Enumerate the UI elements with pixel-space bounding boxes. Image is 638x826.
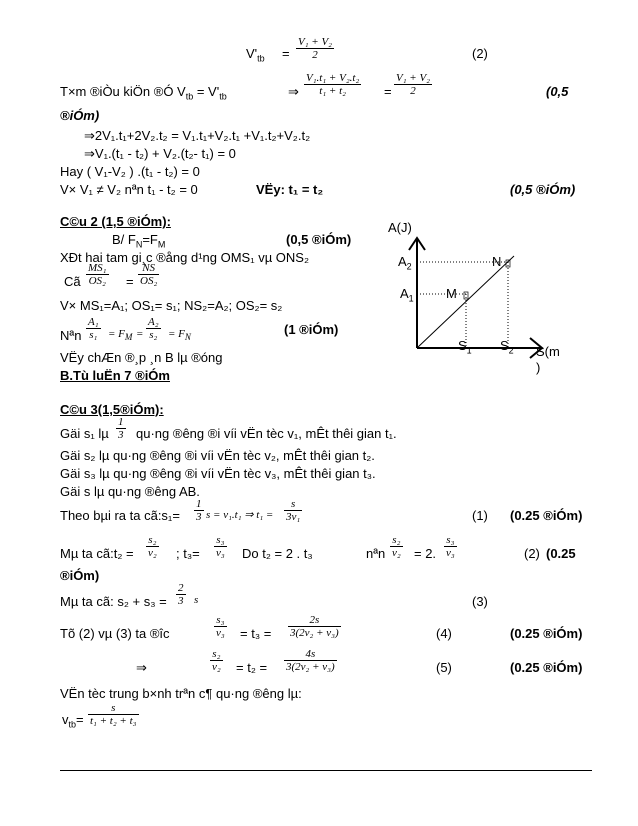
answer-conclusion: VËy chÆn ®¸p ¸n B lµ ®óng [60, 350, 223, 365]
condition-text: T×m ®iÒu kiÖn ®Ó $V_{tb} = V'_{tb}$ [60, 84, 227, 102]
fraction-s3-v3: s₃ v₃ [216, 614, 225, 639]
vtb-label: $v_{tb}=$ [62, 712, 84, 730]
derivation-step-4: V× V₁ ≠ V₂ nªn t₁ - t₂ = 0 [60, 182, 198, 197]
equation-number: (3) [472, 594, 488, 609]
fraction-s2-v2: s₂ v₂ [148, 534, 157, 559]
t2-text: Mµ ta cã:t₂ = [60, 546, 134, 561]
force-fn: = $F_N$ [168, 328, 191, 343]
fraction-weighted-average: V₁.t₁ + V₂.t₂ t₁ + t₂ [306, 72, 360, 97]
equals-sign: = [126, 274, 134, 289]
points-label-cont: ®iÓm) [60, 568, 100, 583]
t3-equals: = t₃ = [240, 626, 272, 641]
points-label: (0.25 ®iÓm) [510, 508, 583, 523]
equals-sign: = [282, 46, 290, 61]
equals-sign: = [384, 84, 392, 99]
graph-s1-label: $S_1$ [458, 338, 472, 356]
graph-y-label: A(J) [388, 220, 412, 235]
vtb-prime-label: $V'_{tb}$ [246, 46, 265, 64]
fraction-one-third: 1 3 [196, 498, 202, 523]
answer-b-text: B/ $F_N=F_M$ [112, 232, 166, 250]
question-2-heading: C©u 2 (1,5 ®iÓm): [60, 214, 171, 229]
graph-x-label-cont: ) [536, 360, 541, 375]
fraction-two-thirds: 2 3 [178, 582, 184, 607]
average-velocity-text: VËn tèc trung b×nh trªn c¶ qu·ng ®êng lµ: [60, 686, 302, 701]
graph-m-label: M [446, 286, 457, 301]
equation-number: (1) [472, 508, 488, 523]
equation-number: (2) [524, 546, 540, 561]
points-label: (0,5 [546, 84, 569, 99]
fraction-t3-result: 2s 3(2v₂ + v₃) [290, 614, 339, 639]
points-label: (0.25 [546, 546, 576, 561]
therefore-label: Nªn [60, 328, 82, 343]
x-axis [417, 338, 542, 358]
derivation-step-3: Hay ( V₁-V₂ ) .(t₁ - t₂) = 0 [60, 164, 200, 179]
points-label: (0.25 ®iÓm) [510, 660, 583, 675]
section-b-heading: B.Tù luËn 7 ®iÓm [60, 368, 170, 383]
define-s: Gäi s lµ qu·ng ®êng AB. [60, 484, 200, 499]
fraction-s-over-3v1: s 3v₁ [286, 498, 301, 523]
points-label: (0,5 ®iÓm) [286, 232, 352, 247]
fraction-t2-result: 4s 3(2v₂ + v₃) [286, 648, 335, 673]
fraction-v1v2-over-2: V₁ + V₂ 2 [298, 36, 333, 61]
t3-text: ; t₃= [176, 546, 200, 561]
sum-s2-s3-text: Mµ ta cã: s₂ + s₃ = [60, 594, 167, 609]
variable-s: s [194, 594, 199, 606]
conclusion-text: VËy: t₁ = t₂ [256, 182, 324, 197]
t1-derivation: s = v₁.t₁ ⇒ t₁ = [206, 509, 274, 521]
fraction-ms1-os2: MS₁ OS₂ [88, 262, 107, 287]
footer-rule [60, 770, 592, 771]
fraction-ns-os2: NS OS₂ [140, 262, 158, 287]
substitution-text: V× MS₁=A₁; OS₁= s₁; NS₂=A₂; OS₂= s₂ [60, 298, 283, 313]
implies-arrow: ⇒ [136, 660, 147, 675]
graph-s2-label: $S_2$ [500, 338, 514, 356]
given-text: Theo bµi ra ta cã:s₁= [60, 508, 180, 523]
force-fm: = $F_M$ [108, 328, 133, 343]
t2-equals: = t₂ = [236, 660, 268, 675]
similar-triangles-text: XÐt hai tam gi¸c ®ång d¹ng OMS₁ vµ ONS₂ [60, 250, 310, 265]
have-label: Cã [64, 274, 81, 289]
graph-n-label: N [492, 254, 502, 269]
from-2-and-3-text: Tõ (2) vµ (3) ta ®îc [60, 626, 170, 641]
points-label: (1 ®iÓm) [284, 322, 339, 337]
points-label: (0,5 ®iÓm) [510, 182, 576, 197]
fraction-a1-s1: A₁ s₁ [88, 316, 99, 341]
define-s3: Gäi s₃ lµ qu·ng ®êng ®i víi vËn tèc v₃, mÊt thêi gian t₃. [60, 466, 376, 481]
times-two: = 2. [414, 546, 437, 561]
derivation-step-2: ⇒V₁.(t₁ - t₂) + V₂.(t₂- t₁) = 0 [84, 146, 236, 161]
therefore-label: nªn [366, 546, 386, 561]
fraction-s2-v2: s₂ v₂ [392, 534, 401, 559]
equation-number: (2) [472, 46, 488, 61]
points-label-cont: ®iÓm) [60, 108, 100, 123]
fraction-a2-s2: A₂ s₂ [148, 316, 159, 341]
fraction-v1v2-over-2: V₁ + V₂ 2 [396, 72, 431, 97]
relation-text: Do t₂ = 2 . t₃ [242, 546, 313, 561]
implies-arrow: ⇒ [288, 84, 299, 99]
graph-a1-label: $A_1$ [400, 286, 414, 304]
graph-a2-label: $A_2$ [398, 254, 412, 272]
fraction-average-velocity: s t₁ + t₂ + t₃ [90, 702, 137, 727]
linear-graph-line [417, 256, 514, 348]
define-s1-b: qu·ng ®êng ®i víi vËn tèc v₁, mÊt thêi gian t₁. [136, 426, 397, 441]
define-s1-a: Gäi s₁ lµ [60, 426, 109, 441]
equals-sign: = [136, 328, 144, 340]
fraction-s2-v2: s₂ v₂ [212, 648, 221, 673]
question-3-heading: C©u 3(1,5®iÓm): [60, 402, 164, 417]
graph-x-label: S(m [536, 344, 560, 359]
derivation-step-1: ⇒2V₁.t₁+2V₂.t₂ = V₁.t₁+V₂.t₁ +V₁.t₂+V₂.t₂ [84, 128, 311, 143]
fraction-s3-v3: s₃ v₃ [216, 534, 225, 559]
define-s2: Gäi s₂ lµ qu·ng ®êng ®i víi vËn tèc v₂, mÊt thêi gian t₂. [60, 448, 375, 463]
fraction-s3-v3: s₃ v₃ [446, 534, 455, 559]
equation-number: (5) [436, 660, 452, 675]
equation-number: (4) [436, 626, 452, 641]
fraction-one-third: 1 3 [118, 416, 124, 441]
points-label: (0.25 ®iÓm) [510, 626, 583, 641]
